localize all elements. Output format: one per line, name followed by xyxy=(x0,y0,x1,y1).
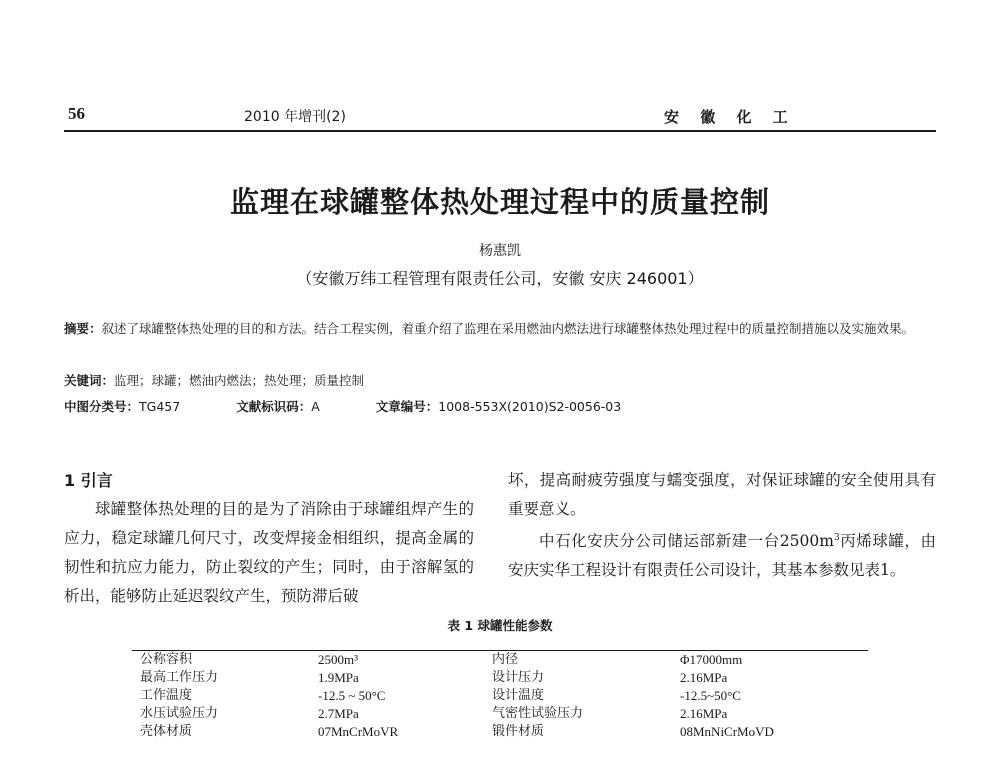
param-name: 锻件材质 xyxy=(492,724,545,739)
left-column xyxy=(64,466,474,611)
param-name: 工作温度 xyxy=(140,688,193,703)
param-name: 气密性试验压力 xyxy=(492,706,584,721)
abstract-text: 叙述了球罐整体热处理的目的和方法。结合工程实例，着重介绍了监理在采用燃油内燃法进行球罐整体热处理过程中的质量控制措施以及实施效果。 xyxy=(101,321,915,336)
keywords xyxy=(64,370,944,392)
clc-value: TG457 xyxy=(139,399,181,414)
param-value: 2.7MPa xyxy=(318,706,359,721)
doc-code-group xyxy=(236,399,346,414)
section-paragraph-1: 球罐整体热处理的目的是为了消除由于球罐组焊产生的应力，稳定球罐几何尺寸，改变焊接金相组织，提高金属的韧性和抗应力能力，防止裂纹的产生；同时，由于溶解氢的析出，能够防止延迟裂纹产生，预防滞后破 xyxy=(64,500,474,605)
param-value: 2.16MPa xyxy=(680,706,728,721)
doc-code-label: 文献标识码： xyxy=(236,399,312,414)
table-row xyxy=(132,687,868,705)
article-number-label: 文章编号： xyxy=(375,399,439,414)
keywords-text: 监理；球罐；燃油内燃法；热处理；质量控制 xyxy=(114,373,365,388)
article-number-group xyxy=(376,399,647,414)
table-row xyxy=(132,705,868,723)
parameter-table xyxy=(132,650,868,741)
table-row xyxy=(132,723,868,741)
table-row xyxy=(132,669,868,687)
para2-text-a: 中石化安庆分公司储运部新建一台2500m xyxy=(539,532,834,551)
param-value: 08MnNiCrMoVD xyxy=(680,724,774,739)
param-name: 设计温度 xyxy=(492,688,545,703)
table-caption: 表 1 球罐性能参数 xyxy=(447,618,553,633)
param-name: 水压试验压力 xyxy=(140,706,219,721)
affiliation: （安徽万纬工程管理有限责任公司，安徽 安庆 246001） xyxy=(296,269,704,288)
clc-label: 中图分类号： xyxy=(64,399,140,414)
section-paragraph-2 xyxy=(508,524,936,585)
param-value: 2500m³ xyxy=(318,652,359,667)
param-name: 壳体材质 xyxy=(140,724,193,739)
issue-label: 2010 年增刊(2) xyxy=(244,109,346,125)
param-value: -12.5~50°C xyxy=(680,688,741,703)
keywords-label: 关键词： xyxy=(64,373,115,388)
classification-line xyxy=(64,396,944,418)
author: 杨惠凯 xyxy=(479,243,521,259)
clc-group xyxy=(64,399,206,414)
param-name: 设计压力 xyxy=(492,670,545,685)
journal-name: 安 徽 化 工 xyxy=(664,108,796,126)
paper-title: 监理在球罐整体热处理过程中的质量控制 xyxy=(229,185,770,219)
doc-code-value: A xyxy=(311,399,320,414)
abstract xyxy=(64,318,944,340)
para2-superscript: 3 xyxy=(833,533,840,543)
param-name: 最高工作压力 xyxy=(140,670,219,685)
running-header xyxy=(64,104,936,132)
param-value: 1.9MPa xyxy=(318,670,359,685)
right-column xyxy=(508,466,936,585)
param-name: 内径 xyxy=(492,652,519,667)
abstract-label: 摘要： xyxy=(64,321,102,336)
param-value: 07MnCrMoVR xyxy=(318,724,399,739)
param-value: 2.16MPa xyxy=(680,670,728,685)
article-number-value: 1008-553X(2010)S2-0056-03 xyxy=(438,399,622,414)
page-number: 56 xyxy=(68,104,85,123)
param-value: -12.5 ~ 50°C xyxy=(318,688,386,703)
para2-text-b: 丙烯球罐，由安庆实华工程设计有限责任公司设计，其基本参数见表1。 xyxy=(508,532,936,580)
param-name: 公称容积 xyxy=(140,652,193,667)
param-value: Φ17000mm xyxy=(680,652,743,667)
section-heading: 1 引言 xyxy=(64,471,113,490)
section-paragraph-1-continued: 坏，提高耐疲劳强度与蠕变强度，对保证球罐的安全使用具有重要意义。 xyxy=(508,471,936,518)
table-row xyxy=(132,651,868,670)
